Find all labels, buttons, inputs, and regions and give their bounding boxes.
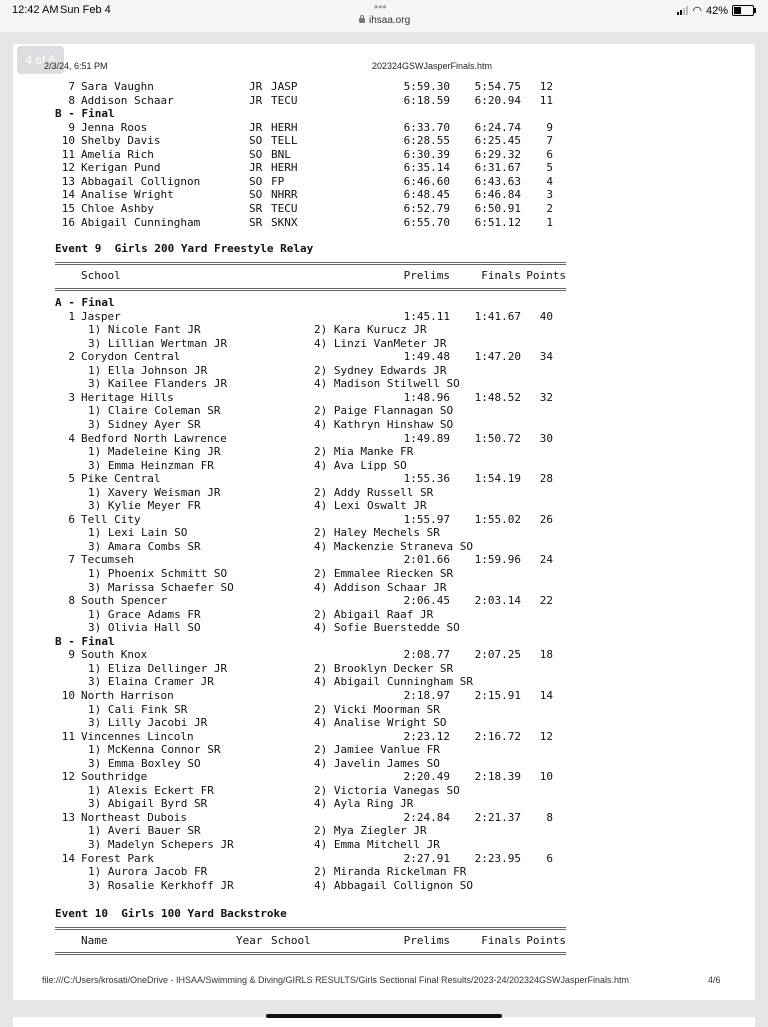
final-time: 6:24.74	[474, 120, 521, 134]
heat-label-row	[0, 296, 768, 310]
points: 28	[539, 472, 553, 486]
url-text: ihsaa.org	[369, 15, 411, 26]
team-name: Pike Central	[81, 472, 161, 486]
relay-swimmer-4: 4) Ayla Ring JR	[314, 797, 414, 811]
final-time: 1:47.20	[474, 350, 521, 364]
relay-swimmers-row	[0, 486, 768, 500]
final-time: 2:18.39	[474, 770, 521, 784]
relay-team-row	[0, 350, 768, 364]
prelim-time: 1:48.96	[403, 390, 450, 404]
swimmer-year: SR	[249, 201, 263, 215]
prelim-time: 5:59.30	[403, 80, 450, 93]
points: 3	[546, 188, 553, 202]
relay-team-row	[0, 770, 768, 784]
swimmer-school: BNL	[271, 147, 291, 161]
relay-swimmers-row	[0, 662, 768, 676]
final-time: 6:43.63	[474, 174, 521, 188]
team-name: Corydon Central	[81, 350, 181, 364]
place: 9	[68, 648, 75, 662]
heat-label-row	[0, 635, 768, 649]
relay-swimmer-1: 1) Cali Fink SR	[88, 702, 188, 716]
relay-swimmer-1: 1) Nicole Fant JR	[88, 323, 201, 337]
relay-swimmers-row	[0, 364, 768, 378]
result-row	[0, 202, 768, 216]
relay-swimmers-row	[0, 621, 768, 635]
heat-label: B - Final	[55, 107, 115, 121]
relay-swimmers-row	[0, 797, 768, 811]
result-row	[0, 134, 768, 148]
swimmer-school: TELL	[271, 134, 298, 148]
final-time: 2:21.37	[474, 810, 521, 824]
team-name: Southridge	[81, 770, 148, 784]
relay-swimmers-row	[0, 757, 768, 771]
relay-swimmer-3: 3) Elaina Cramer JR	[88, 675, 214, 689]
points: 8	[546, 810, 553, 824]
event-title-row	[0, 907, 768, 921]
points: 9	[546, 120, 553, 134]
swimmer-school: SKNX	[271, 215, 298, 229]
relay-swimmer-2: 2) Addy Russell SR	[314, 485, 434, 499]
swimmer-name: Sara Vaughn	[81, 80, 154, 93]
col-school: School	[81, 269, 121, 282]
final-time: 2:07.25	[474, 648, 521, 662]
team-name: Northeast Dubois	[81, 810, 187, 824]
swimmer-year: JR	[249, 161, 263, 175]
footer-path: file:///C:/Users/krosati/OneDrive - IHSAA/Swimming & Diving/GIRLS RESULTS/Girls Sectional Final Results/2023-24/202324GSWJasperFinals.htm	[42, 975, 630, 985]
relay-swimmer-3: 3) Abigail Byrd SR	[88, 797, 208, 811]
points: 18	[539, 648, 553, 662]
place: 8	[68, 93, 75, 107]
place: 11	[61, 729, 75, 743]
relay-swimmer-1: 1) Aurora Jacob FR	[88, 865, 208, 879]
battery-percent: 42%	[705, 4, 728, 17]
points: 12	[539, 80, 553, 93]
swimmer-year: JR	[249, 120, 263, 134]
prelim-time: 2:08.77	[403, 648, 450, 662]
relay-swimmers-row	[0, 337, 768, 351]
points: 40	[539, 309, 553, 323]
team-name: Jasper	[81, 309, 121, 323]
place: 7	[68, 553, 75, 567]
final-time: 1:54.19	[474, 472, 521, 486]
relay-swimmer-1: 1) Phoenix Schmitt SO	[88, 567, 228, 580]
heat-label-row	[0, 107, 768, 121]
result-row	[0, 121, 768, 135]
final-time: 1:48.52	[474, 390, 521, 404]
prelim-time: 2:18.97	[403, 688, 450, 702]
relay-swimmers-row	[0, 459, 768, 473]
relay-swimmer-2: 2) Miranda Rickelman FR	[314, 865, 467, 879]
prelim-time: 1:49.48	[403, 350, 450, 364]
relay-swimmer-4: 4) Mackenzie Straneva SO	[314, 539, 473, 553]
swimmer-school: HERH	[271, 120, 298, 134]
page-indicator: 4 of 6	[17, 46, 64, 74]
col-prelims: Prelims	[403, 269, 450, 282]
swimmer-school: NHRR	[271, 188, 298, 202]
relay-swimmers-row	[0, 526, 768, 540]
swimmer-year: SO	[249, 147, 263, 161]
relay-team-row	[0, 391, 768, 405]
team-name: Heritage Hills	[81, 390, 174, 404]
url-display[interactable]	[359, 15, 410, 26]
relay-swimmer-2: 2) Mya Ziegler JR	[314, 824, 427, 838]
relay-swimmer-1: 1) Eliza Dellinger JR	[88, 661, 228, 675]
final-time: 6:31.67	[474, 161, 521, 175]
prelim-time: 1:55.97	[403, 512, 450, 526]
place: 9	[68, 120, 75, 134]
lock-icon	[359, 18, 365, 23]
final-time: 2:23.95	[474, 851, 521, 865]
relay-swimmers-row	[0, 865, 768, 879]
relay-swimmers-row	[0, 499, 768, 513]
result-row	[0, 175, 768, 189]
relay-swimmers-row	[0, 879, 768, 893]
swimmer-year: SO	[249, 134, 263, 148]
swimmer-name: Jenna Roos	[81, 120, 148, 134]
swimmer-school: TECU	[271, 201, 298, 215]
relay-swimmer-1: 1) Grace Adams FR	[88, 607, 201, 621]
relay-swimmers-row	[0, 581, 768, 595]
points: 1	[546, 215, 553, 229]
multitasking-dots-icon[interactable]: •••	[374, 0, 387, 14]
status-time: 12:42 AM	[12, 4, 59, 16]
final-time: 2:15.91	[474, 688, 521, 702]
status-bar	[0, 0, 768, 32]
prelim-time: 2:24.84	[403, 810, 450, 824]
prelim-time: 6:30.39	[403, 147, 450, 161]
prelim-time: 1:55.36	[403, 472, 450, 486]
relay-swimmers-row	[0, 784, 768, 798]
points: 5	[546, 161, 553, 175]
relay-swimmer-4: 4) Ava Lipp SO	[314, 458, 407, 472]
prelim-time: 2:23.12	[403, 729, 450, 743]
relay-swimmers-row	[0, 608, 768, 622]
result-row	[0, 148, 768, 162]
relay-swimmers-row	[0, 418, 768, 432]
relay-team-row	[0, 472, 768, 486]
final-time: 6:20.94	[474, 93, 521, 107]
team-name: Vincennes Lincoln	[81, 729, 194, 743]
points: 12	[539, 729, 553, 743]
event-title: Event 10 Girls 100 Yard Backstroke	[55, 907, 287, 920]
relay-swimmers-row	[0, 445, 768, 459]
final-time: 6:50.91	[474, 201, 521, 215]
place: 4	[68, 431, 75, 445]
place: 11	[61, 147, 75, 161]
col-finals: Finals	[481, 269, 521, 282]
team-name: Forest Park	[81, 851, 154, 865]
points: 30	[539, 431, 553, 445]
points: 6	[546, 147, 553, 161]
points: 4	[546, 174, 553, 188]
final-time: 1:41.67	[474, 309, 521, 323]
points: 7	[546, 134, 553, 148]
swimmer-school: HERH	[271, 161, 298, 175]
points: 26	[539, 512, 553, 526]
result-row	[0, 80, 768, 94]
points: 2	[546, 201, 553, 215]
relay-swimmer-2: 2) Emmalee Riecken SR	[314, 567, 454, 580]
signal-icon	[677, 6, 688, 15]
column-header-row	[0, 269, 768, 283]
relay-swimmers-row	[0, 743, 768, 757]
final-time: 5:54.75	[474, 80, 521, 93]
footer-page-number: 4/6	[708, 975, 721, 985]
relay-swimmers-row	[0, 824, 768, 838]
final-time: 6:46.84	[474, 188, 521, 202]
prelim-time: 6:18.59	[403, 93, 450, 107]
points: 11	[539, 93, 553, 107]
relay-swimmer-4: 4) Analise Wright SO	[314, 716, 447, 730]
wifi-icon: ◠	[692, 5, 702, 17]
swimmer-year: JR	[249, 80, 263, 93]
relay-swimmer-3: 3) Kylie Meyer FR	[88, 499, 201, 513]
swimmer-name: Kerigan Pund	[81, 161, 161, 175]
relay-swimmer-1: 1) Alexis Eckert FR	[88, 783, 214, 797]
relay-team-row	[0, 513, 768, 527]
col-prelims: Prelims	[403, 934, 450, 947]
swimmer-name: Chloe Ashby	[81, 201, 154, 215]
col-name: Name	[81, 934, 108, 947]
relay-swimmer-1: 1) Ella Johnson JR	[88, 363, 208, 377]
place: 14	[61, 188, 75, 202]
column-header-row	[0, 934, 768, 948]
relay-swimmer-2: 2) Sydney Edwards JR	[314, 363, 447, 377]
place: 10	[61, 688, 75, 702]
relay-swimmers-row	[0, 838, 768, 852]
col-year: Year	[236, 934, 263, 947]
relay-swimmer-3: 3) Rosalie Kerkhoff JR	[88, 878, 234, 892]
swimmer-school: FP	[271, 174, 285, 188]
prelim-time: 6:48.45	[403, 188, 450, 202]
print-date: 2/3/24, 6:51 PM	[44, 61, 108, 71]
swimmer-name: Shelby Davis	[81, 134, 161, 148]
result-row	[0, 161, 768, 175]
relay-swimmer-2: 2) Kara Kurucz JR	[314, 323, 427, 337]
relay-swimmer-1: 1) Claire Coleman SR	[88, 404, 221, 418]
relay-swimmer-3: 3) Amara Combs SR	[88, 539, 201, 553]
swimmer-name: Analise Wright	[81, 188, 174, 202]
place: 8	[68, 594, 75, 608]
relay-swimmer-3: 3) Olivia Hall SO	[88, 621, 201, 635]
relay-swimmer-1: 1) McKenna Connor SR	[88, 743, 221, 757]
event-title: Event 9 Girls 200 Yard Freestyle Relay	[55, 242, 314, 255]
swimmer-name: Amelia Rich	[81, 147, 154, 161]
final-time: 2:16.72	[474, 729, 521, 743]
final-time: 1:59.96	[474, 553, 521, 567]
points: 6	[546, 851, 553, 865]
points: 24	[539, 553, 553, 567]
relay-swimmer-3: 3) Kailee Flanders JR	[88, 377, 228, 391]
swimmer-year: SO	[249, 188, 263, 202]
heat-label: B - Final	[55, 634, 115, 648]
relay-swimmers-row	[0, 404, 768, 418]
relay-swimmer-4: 4) Sofie Buerstedde SO	[314, 621, 460, 635]
relay-team-row	[0, 594, 768, 608]
header-rule	[55, 288, 566, 291]
swimmer-name: Abbagail Collignon	[81, 174, 201, 188]
home-indicator[interactable]	[266, 1014, 502, 1018]
final-time: 1:55.02	[474, 512, 521, 526]
heat-label: A - Final	[55, 296, 115, 309]
prelim-time: 6:52.79	[403, 201, 450, 215]
team-name: Tecumseh	[81, 553, 134, 567]
relay-team-row	[0, 310, 768, 324]
relay-swimmer-3: 3) Emma Boxley SO	[88, 756, 201, 770]
team-name: Bedford North Lawrence	[81, 431, 227, 445]
team-name: South Spencer	[81, 594, 168, 608]
relay-swimmer-2: 2) Brooklyn Decker SR	[314, 661, 454, 675]
final-time: 2:03.14	[474, 594, 521, 608]
place: 12	[61, 770, 75, 784]
relay-swimmer-1: 1) Averi Bauer SR	[88, 824, 201, 838]
prelim-time: 2:27.91	[403, 851, 450, 865]
relay-team-row	[0, 852, 768, 866]
relay-swimmer-2: 2) Paige Flannagan SO	[314, 404, 454, 418]
relay-swimmers-row	[0, 540, 768, 554]
prelim-time: 6:33.70	[403, 120, 450, 134]
relay-swimmer-4: 4) Lexi Oswalt JR	[314, 499, 427, 513]
relay-swimmer-4: 4) Abigail Cunningham SR	[314, 675, 473, 689]
final-time: 1:50.72	[474, 431, 521, 445]
relay-swimmer-4: 4) Abbagail Collignon SO	[314, 878, 473, 892]
col-points: Points	[526, 934, 566, 947]
points: 22	[539, 594, 553, 608]
swimmer-name: Addison Schaar	[81, 93, 174, 107]
relay-swimmers-row	[0, 675, 768, 689]
swimmer-school: JASP	[271, 80, 298, 93]
col-finals: Finals	[481, 934, 521, 947]
place: 12	[61, 161, 75, 175]
relay-swimmer-1: 1) Madeleine King JR	[88, 445, 221, 459]
status-indicators	[677, 4, 754, 17]
relay-swimmers-row	[0, 703, 768, 717]
final-time: 6:51.12	[474, 215, 521, 229]
relay-swimmer-3: 3) Emma Heinzman FR	[88, 458, 214, 472]
relay-team-row	[0, 432, 768, 446]
relay-team-row	[0, 811, 768, 825]
relay-swimmer-3: 3) Madelyn Schepers JR	[88, 838, 234, 851]
place: 13	[61, 810, 75, 824]
result-row	[0, 94, 768, 108]
prelim-time: 1:49.89	[403, 431, 450, 445]
header-rule	[55, 952, 566, 955]
relay-swimmer-4: 4) Emma Mitchell JR	[314, 838, 440, 851]
prelim-time: 6:55.70	[403, 215, 450, 229]
relay-swimmer-1: 1) Lexi Lain SO	[88, 526, 188, 540]
swimmer-year: JR	[249, 93, 263, 107]
place: 5	[68, 472, 75, 486]
points: 10	[539, 770, 553, 784]
relay-swimmer-3: 3) Lillian Wertman JR	[88, 336, 228, 350]
swimmer-year: SO	[249, 174, 263, 188]
final-time: 6:25.45	[474, 134, 521, 148]
relay-swimmers-row	[0, 716, 768, 730]
points: 14	[539, 688, 553, 702]
team-name: South Knox	[81, 648, 148, 662]
prelim-time: 6:35.14	[403, 161, 450, 175]
relay-swimmer-4: 4) Linzi VanMeter JR	[314, 336, 447, 350]
status-date: Sun Feb 4	[60, 4, 111, 16]
relay-swimmer-4: 4) Kathryn Hinshaw SO	[314, 417, 454, 431]
relay-swimmer-4: 4) Addison Schaar JR	[314, 580, 447, 594]
relay-team-row	[0, 648, 768, 662]
relay-team-row	[0, 730, 768, 744]
relay-swimmer-2: 2) Victoria Vanegas SO	[314, 783, 460, 797]
relay-swimmer-4: 4) Javelin James SO	[314, 756, 440, 770]
points: 34	[539, 350, 553, 364]
place: 10	[61, 134, 75, 148]
final-time: 6:29.32	[474, 147, 521, 161]
place: 14	[61, 851, 75, 865]
relay-swimmer-3: 3) Marissa Schaefer SO	[88, 580, 234, 594]
col-school: School	[271, 934, 311, 947]
relay-swimmer-3: 3) Sidney Ayer SR	[88, 417, 201, 431]
header-rule	[55, 262, 566, 265]
place: 7	[68, 80, 75, 93]
swimmer-school: TECU	[271, 93, 298, 107]
result-row	[0, 216, 768, 230]
swimmer-year: SR	[249, 215, 263, 229]
relay-swimmer-2: 2) Vicki Moorman SR	[314, 702, 440, 716]
place: 15	[61, 201, 75, 215]
prelim-time: 6:28.55	[403, 134, 450, 148]
prelim-time: 2:20.49	[403, 770, 450, 784]
next-page-edge	[13, 1017, 755, 1027]
place: 3	[68, 390, 75, 404]
relay-swimmer-2: 2) Abigail Raaf JR	[314, 607, 434, 621]
header-rule	[55, 927, 566, 930]
col-points: Points	[526, 269, 566, 282]
relay-swimmers-row	[0, 323, 768, 337]
battery-icon	[732, 5, 754, 16]
place: 1	[68, 309, 75, 323]
relay-swimmers-row	[0, 567, 768, 581]
relay-swimmer-3: 3) Lilly Jacobi JR	[88, 716, 208, 730]
prelim-time: 2:06.45	[403, 594, 450, 608]
place: 16	[61, 215, 75, 229]
place: 2	[68, 350, 75, 364]
prelim-time: 1:45.11	[403, 309, 450, 323]
relay-swimmer-1: 1) Xavery Weisman JR	[88, 485, 221, 499]
event-title-row	[0, 242, 768, 256]
points: 32	[539, 390, 553, 404]
prelim-time: 2:01.66	[403, 553, 450, 567]
relay-swimmer-2: 2) Jamiee Vanlue FR	[314, 743, 440, 757]
relay-swimmer-4: 4) Madison Stilwell SO	[314, 377, 460, 391]
prelim-time: 6:46.60	[403, 174, 450, 188]
relay-team-row	[0, 689, 768, 703]
relay-swimmer-2: 2) Haley Mechels SR	[314, 526, 440, 540]
relay-team-row	[0, 553, 768, 567]
place: 6	[68, 512, 75, 526]
team-name: North Harrison	[81, 688, 174, 702]
place: 13	[61, 174, 75, 188]
print-filename: 202324GSWJasperFinals.htm	[372, 61, 493, 71]
relay-swimmers-row	[0, 377, 768, 391]
result-row	[0, 188, 768, 202]
swimmer-name: Abigail Cunningham	[81, 215, 201, 229]
team-name: Tell City	[81, 512, 141, 526]
relay-swimmer-2: 2) Mia Manke FR	[314, 445, 414, 459]
